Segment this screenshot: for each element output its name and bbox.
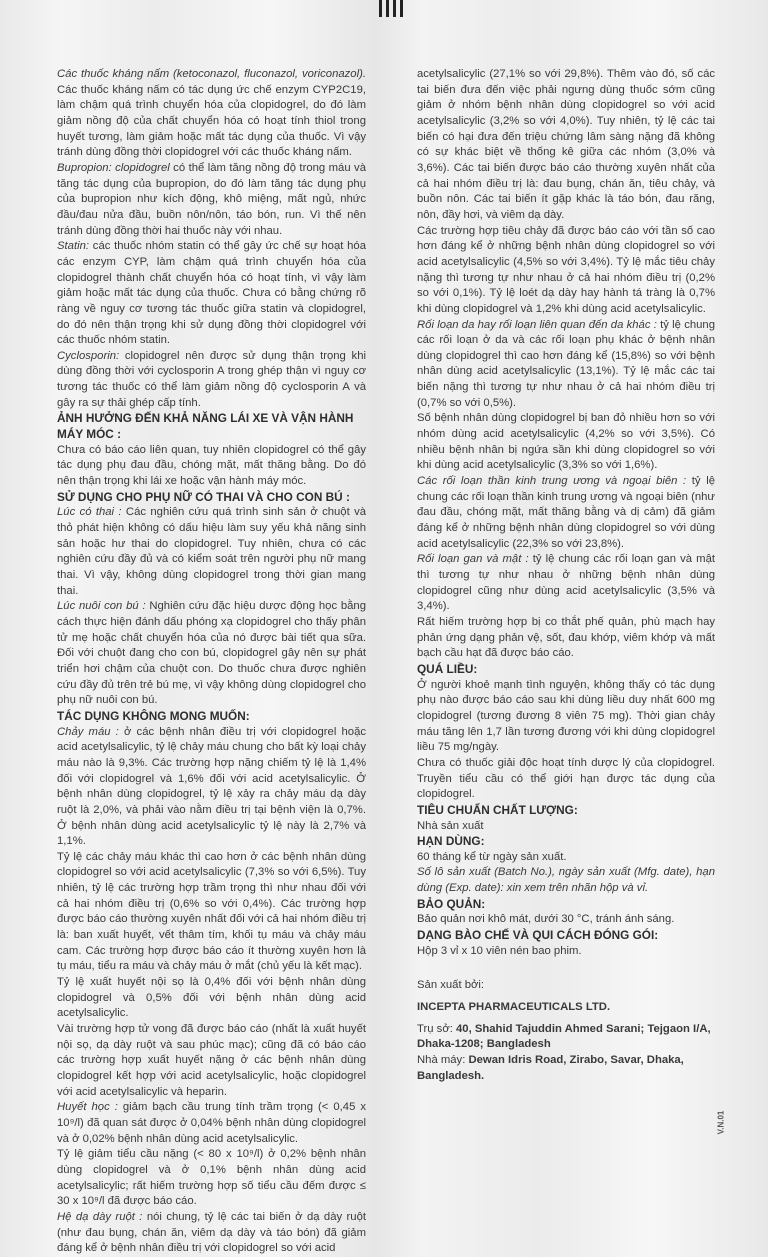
paragraph-lead: Các rối loạn thần kinh trung ương và ngoại biên : [417, 475, 687, 488]
paragraph [57, 850, 366, 975]
paragraph-text: các thuốc nhóm statin có thể gây ức chế sự hoạt hóa các enzym CYP, làm chậm quá trình chuyển hóa của clopidogrel thành chất chuyển hóa có hoạt tính, vì vậy làm giảm hoặc mất tác dụng của thuốc. Chưa có bằng chứng rõ ràng về nguy cơ tương tác thuốc giữa statin và clopidogrel, do đó nên thận trọng khi sử dụng đồng thời clopidogrel với các thuốc nhóm statin. [57, 240, 366, 347]
paragraph [417, 756, 715, 803]
paragraph-text: tỷ lệ chung các rối loạn ở da và các rối loạn phụ khác ở bệnh nhân dùng clopidogrel thì cao hơn đáng kể (15,8%) so với bệnh nhân dùng acid acetylsalicylic (13,1%). Tỷ lệ mắc các tai biến nặng thì tương tự như nhau ở cả hai nhóm điều trị (0,7% so với 0,5%). [417, 318, 715, 409]
paragraph [57, 67, 366, 161]
paragraph [57, 1100, 366, 1147]
left-column [57, 67, 366, 1257]
paragraph-text: Số bệnh nhân dùng clopidogrel bị ban đỏ nhiều hơn so với nhóm dùng acid acetylsalicylic (4,2% so với 3,5%). Có nhiều bệnh nhân bị ngứa sần khi dùng clopidogrel so với khi dùng acid acetylsalicylic (3,3% so với 1,6%). [417, 412, 715, 472]
section-heading: TIÊU CHUẨN CHẤT LƯỢNG: [417, 802, 578, 817]
factory [417, 1053, 715, 1084]
paragraph-text: 60 tháng kể từ ngày sản xuất. [417, 850, 567, 863]
paragraph-lead: Huyết học : [57, 1101, 118, 1114]
headquarters-address: 40, Shahid Tajuddin Ahmed Sarani; Tejgaon I/A, Dhaka-1208; Bangladesh [417, 1022, 711, 1051]
paragraph-text: clopidogrel nên được sử dụng thận trọng khi dùng đồng thời với cyclosporin A trong ghép thận vì nguy cơ tương tác thuốc có thể làm giảm nồng độ cyclosporin A và gây ra sự thải ghép cấp tính. [57, 349, 366, 409]
paragraph [57, 1147, 366, 1210]
paragraph-text: giảm bạch cầu trung tính trầm trọng (< 0,45 x 10⁹/l) đã quan sát được ở 0,04% bệnh nhân dùng clopidogrel và ở 0,02% bệnh nhân dùng acid acetylsalicylic. [57, 1101, 366, 1145]
section-heading: QUÁ LIỀU: [417, 661, 478, 676]
paragraph-text: Nhà sản xuất [417, 819, 484, 832]
right-column [417, 67, 715, 1084]
section-heading: ẢNH HƯỞNG ĐẾN KHẢ NĂNG LÁI XE VÀ VẬN HÀNH MÁY MÓC : [57, 411, 354, 442]
paragraph-lead: Hệ dạ dày ruột : [57, 1210, 143, 1223]
paragraph [417, 850, 715, 866]
registration-marks [379, 0, 403, 17]
paragraph-lead: Bupropion: clopidogrel [57, 161, 170, 174]
section-heading: HẠN DÙNG: [417, 834, 485, 849]
paragraph-text: acetylsalicylic (27,1% so với 29,8%). Thêm vào đó, số các tai biến đưa đến việc phải ngưng dùng thuốc sớm cũng giảm ở nhóm bệnh nhân dùng clopidogrel so với acid acetylsalicylic (3,2% so với 4,0%). Tuy nhiên, tỷ lệ các tai biến có hại đưa đến triệu chứng lâm sàng nặng đã không có sự khác biệt về thống kê giữa các nhóm (3,0% và 3,6%). Các tai biến được báo cáo thường xuyên nhất của cả hai nhóm điều trị là: đau bụng, chán ăn, tiêu chảy, và buồn nôn. Các tai biến ít gặp khác là táo bón, đau răng, nôn, đầy hơi, và viêm dạ dày. [417, 68, 715, 221]
paragraph-lead: Rối loạn gan và mật : [417, 553, 529, 566]
paragraph-text: Hộp 3 vỉ x 10 viên nén bao phim. [417, 944, 582, 957]
paragraph-text: tỷ lệ chung các rối loạn thần kinh trung ương và ngoại biên (như đau đầu, chóng mặt, mất thăng bằng và dị cảm) đã giảm đáng kể ở những bệnh nhân dùng clopidogrel so với dùng acid acetylsalicylic (22,3% so với 23,8%). [417, 475, 715, 550]
paragraph-text: tỷ lệ chung các rối loạn gan và mật thì tương tự như nhau ở những bệnh nhân dùng clopidogrel cũng như dùng acid acetylsalicylic (3,5% và 3,4%). [417, 553, 715, 613]
headquarters-label: Trụ sở: [417, 1022, 456, 1035]
paragraph [57, 1210, 366, 1257]
paragraph [57, 505, 366, 599]
paragraph-text: Ở người khoẻ mạnh tình nguyện, không thấy có tác dụng phụ nào được báo cáo sau khi dùng liều duy nhất 600 mg clopidogrel (tương đương 8 viên 75 mg). Thời gian chảy máu tăng lên 1,7 lần tương đương với khi dùng clopidogrel liều 75 mg/ngày. [417, 678, 715, 754]
paragraph-lead: Statin: [57, 240, 90, 253]
section-heading: SỬ DỤNG CHO PHỤ NỮ CÓ THAI VÀ CHO CON BÚ : [57, 489, 350, 504]
paragraph [57, 975, 366, 1022]
paragraph [57, 443, 366, 490]
paragraph [417, 411, 715, 474]
manufacturer-name: INCEPTA PHARMACEUTICALS LTD. [417, 1001, 611, 1014]
paragraph [57, 349, 366, 412]
paragraph [417, 224, 715, 318]
paragraph-text: Nghiên cứu đặc hiệu dược động học bằng cách thực hiện đánh dấu phóng xạ clopidogrel cho thấy phân tử mẹ hoặc chất chuyển hóa của nó được bài tiết qua sữa. Đối với chuột đang cho con bú, clopidogrel gây nên sự phát triển hơi chậm của chuột con. Do thuốc chưa được nghiên cứu đầy đủ trên trẻ bú mẹ, vì vậy không dùng clopidogrel cho phụ nữ nuôi con bú. [57, 600, 366, 707]
paragraph [417, 912, 715, 928]
paragraph-text: Các nghiên cứu quá trình sinh sản ở chuột và thỏ phát hiện không có dấu hiệu làm suy yếu khả năng sinh sản hoặc hư thai do clopidogrel. Tuy nhiên, chưa có các nghiên cứu đầy đủ và có kiểm soát trên người phụ nữ mang thai. Vì vậy, không dùng clopidogrel trong thời gian mang thai. [57, 506, 367, 597]
section-heading: BẢO QUẢN: [417, 896, 486, 911]
paragraph-text: có thể làm tăng nồng độ trong máu và tăng tác dụng của bupropion, do đó làm tăng tác dụng phụ của bupropion như kích động, khô miệng, mất ngủ, nhức đầu/đau nửa đầu, buồn nôn/nôn, táo bón, run. Vì thế nên tránh dùng đồng thời hai thuốc này với nhau. [57, 161, 366, 237]
paragraph-lead: Lúc có thai : [57, 506, 122, 519]
paragraph [417, 474, 715, 552]
paragraph [417, 865, 715, 896]
paragraph [417, 944, 715, 960]
paragraph [57, 599, 366, 709]
version-code: V.N.01 [716, 1110, 726, 1135]
paragraph-text: Tỷ lệ các chảy máu khác thì cao hơn ở các bệnh nhân dùng clopidogrel so với acid acetylsalicylic (7,3% so với 6,5%). Tuy nhiên, tỷ lệ các trường hợp trầm trọng thì như nhau đối với cả hai nhóm điều trị (0,6% so với 0,4%). Các trường hợp được báo cáo thường xuyên nhất đối với cả hai nhóm điều trị là: ban xuất huyết, vết thâm tím, khối tụ máu và chảy máu cam. Các trường hợp được báo cáo ít thường xuyên hơn là tụ máu, tiểu ra máu và chảy máu ở mắt (chủ yếu là kết mạc). [57, 850, 366, 973]
paragraph [417, 318, 715, 412]
paragraph [57, 725, 366, 850]
paragraph [417, 552, 715, 615]
paragraph-text: Số lô sản xuất (Batch No.), ngày sản xuất (Mfg. date), hạn dùng (Exp. date): xin xem trên nhãn hộp và vỉ. [417, 866, 715, 895]
paragraph [417, 615, 715, 662]
paragraph-text: ở các bệnh nhân điều trị với clopidogrel hoặc acid acetylsalicylic, tỷ lệ chảy máu chung cho bất kỳ loại chảy máu nào là 9,3%. Các trường hợp nặng chiếm tỷ lệ là 1,4% đối với clopidogrel và 1,6% đối với acid acetylsalicylic. Ở bệnh nhân dùng clopidogrel, tỷ lệ xảy ra chảy máu dạ dày ruột là 2,0%, và phải vào nằm điều trị tại bệnh viện là 0,7%. Ở bệnh nhân dùng acid acetylsalicylic tỷ lệ này là 2,7% và 1,1%. [57, 725, 366, 848]
paragraph-lead: Các thuốc kháng nấm (ketoconazol, fluconazol, voriconazol). [57, 68, 366, 80]
paragraph-text: Các thuốc kháng nấm có tác dụng ức chế enzym CYP2C19, làm chậm quá trình chuyển hóa của clopidogrel, do đó làm giảm nồng độ của chất chuyển hóa có hoạt tính thiol trong huyết tương, làm giảm hoặc mất tác dụng của thuốc. Vì vậy tránh dùng đồng thời clopidogrel với các thuốc kháng nấm. [57, 83, 366, 159]
paragraph [417, 819, 715, 835]
factory-address: Dewan Idris Road, Zirabo, Savar, Dhaka, Bangladesh. [417, 1054, 684, 1082]
section-heading: TÁC DỤNG KHÔNG MONG MUỐN: [57, 708, 250, 723]
paragraph-lead: Lúc nuôi con bú : [57, 600, 146, 613]
factory-label: Nhà máy: [417, 1054, 469, 1067]
paragraph-text: Các trường hợp tiêu chảy đã được báo cáo với tần số cao hơn đáng kể ở những bệnh nhân dùng clopidogrel so với acid acetylsalicylic (4,5% so với 3,4%). Tỷ lệ mắc tiêu chảy nặng thì tương tự như nhau ở cả hai nhóm điều trị (0,2% so với 0,1%). Tỷ lệ loét dạ dày hay hành tá tràng là 0,7% khi dùng clopidogrel và 1,2% khi dùng acid acetylsalicylic. [417, 224, 715, 315]
paragraph-text: Tỷ lệ xuất huyết nội sọ là 0,4% đối với bệnh nhân dùng clopidogrel và 0,5% đối với bệnh nhân dùng acid acetylsalicylic. [57, 976, 366, 1020]
paragraph-text: Chưa có thuốc giải độc hoạt tính dược lý của clopidogrel. Truyền tiểu cầu có thể giới hạn được tác dụng của clopidogrel. [417, 756, 715, 801]
paragraph-text: Rất hiếm trường hợp bị co thắt phế quản, phù mạch hay phản ứng dạng phản vệ, sốt, đau khớp, viêm khớp và mất bạch cầu hạt đã được báo cáo. [417, 615, 715, 660]
headquarters [417, 1022, 715, 1053]
paragraph-lead: Cyclosporin: [57, 349, 120, 362]
paragraph [57, 1022, 366, 1100]
paragraph [57, 161, 366, 239]
paragraph-lead: Chảy máu : [57, 725, 119, 738]
right-column-body [417, 67, 715, 959]
paragraph-text: Vài trường hợp tử vong đã được báo cáo (nhất là xuất huyết nội sọ, dạ dày ruột và sau phúc mạc); cũng đã có báo cáo các trường hợp xuất huyết nặng ở các bệnh nhân dùng clopidogrel kết hợp với acid acetylsalicylic, hoặc clopidogrel với acid acetylsalicylic và heparin. [57, 1023, 366, 1098]
paragraph-text: nói chung, tỷ lệ các tai biến ở dạ dày ruột (như đau bụng, chán ăn, viêm dạ dày và táo bón) đã giảm đáng kể ở bệnh nhân điều trị với clopidogrel so với acid [57, 1210, 366, 1255]
paragraph-lead: Rối loạn da hay rối loạn liên quan đến da khác : [417, 318, 657, 331]
paragraph-text: Bảo quản nơi khô mát, dưới 30 °C, tránh ánh sáng. [417, 913, 675, 926]
paragraph [417, 678, 715, 756]
paragraph [417, 67, 715, 224]
produced-by-label: Sản xuất bởi: [417, 979, 485, 992]
paragraph [57, 239, 366, 349]
section-heading: DẠNG BÀO CHẾ VÀ QUI CÁCH ĐÓNG GÓI: [417, 928, 659, 943]
paragraph-text: Tỷ lệ giảm tiểu cầu nặng (< 80 x 10⁹/l) ở 0,2% bệnh nhân dùng clopidogrel và ở 0,1% bệnh nhân dùng acid acetylsalicylic; rất hiếm trường hợp số tiểu cầu đếm được ≤ 30 x 10⁹/l đã được báo cáo. [57, 1148, 366, 1208]
paragraph-text: Chưa có báo cáo liên quan, tuy nhiên clopidogrel có thể gây tác dụng phụ đau đầu, chóng mặt, mất thăng bằng. Do đó nên thận trọng khi lái xe hoặc vận hành máy móc. [57, 443, 366, 488]
